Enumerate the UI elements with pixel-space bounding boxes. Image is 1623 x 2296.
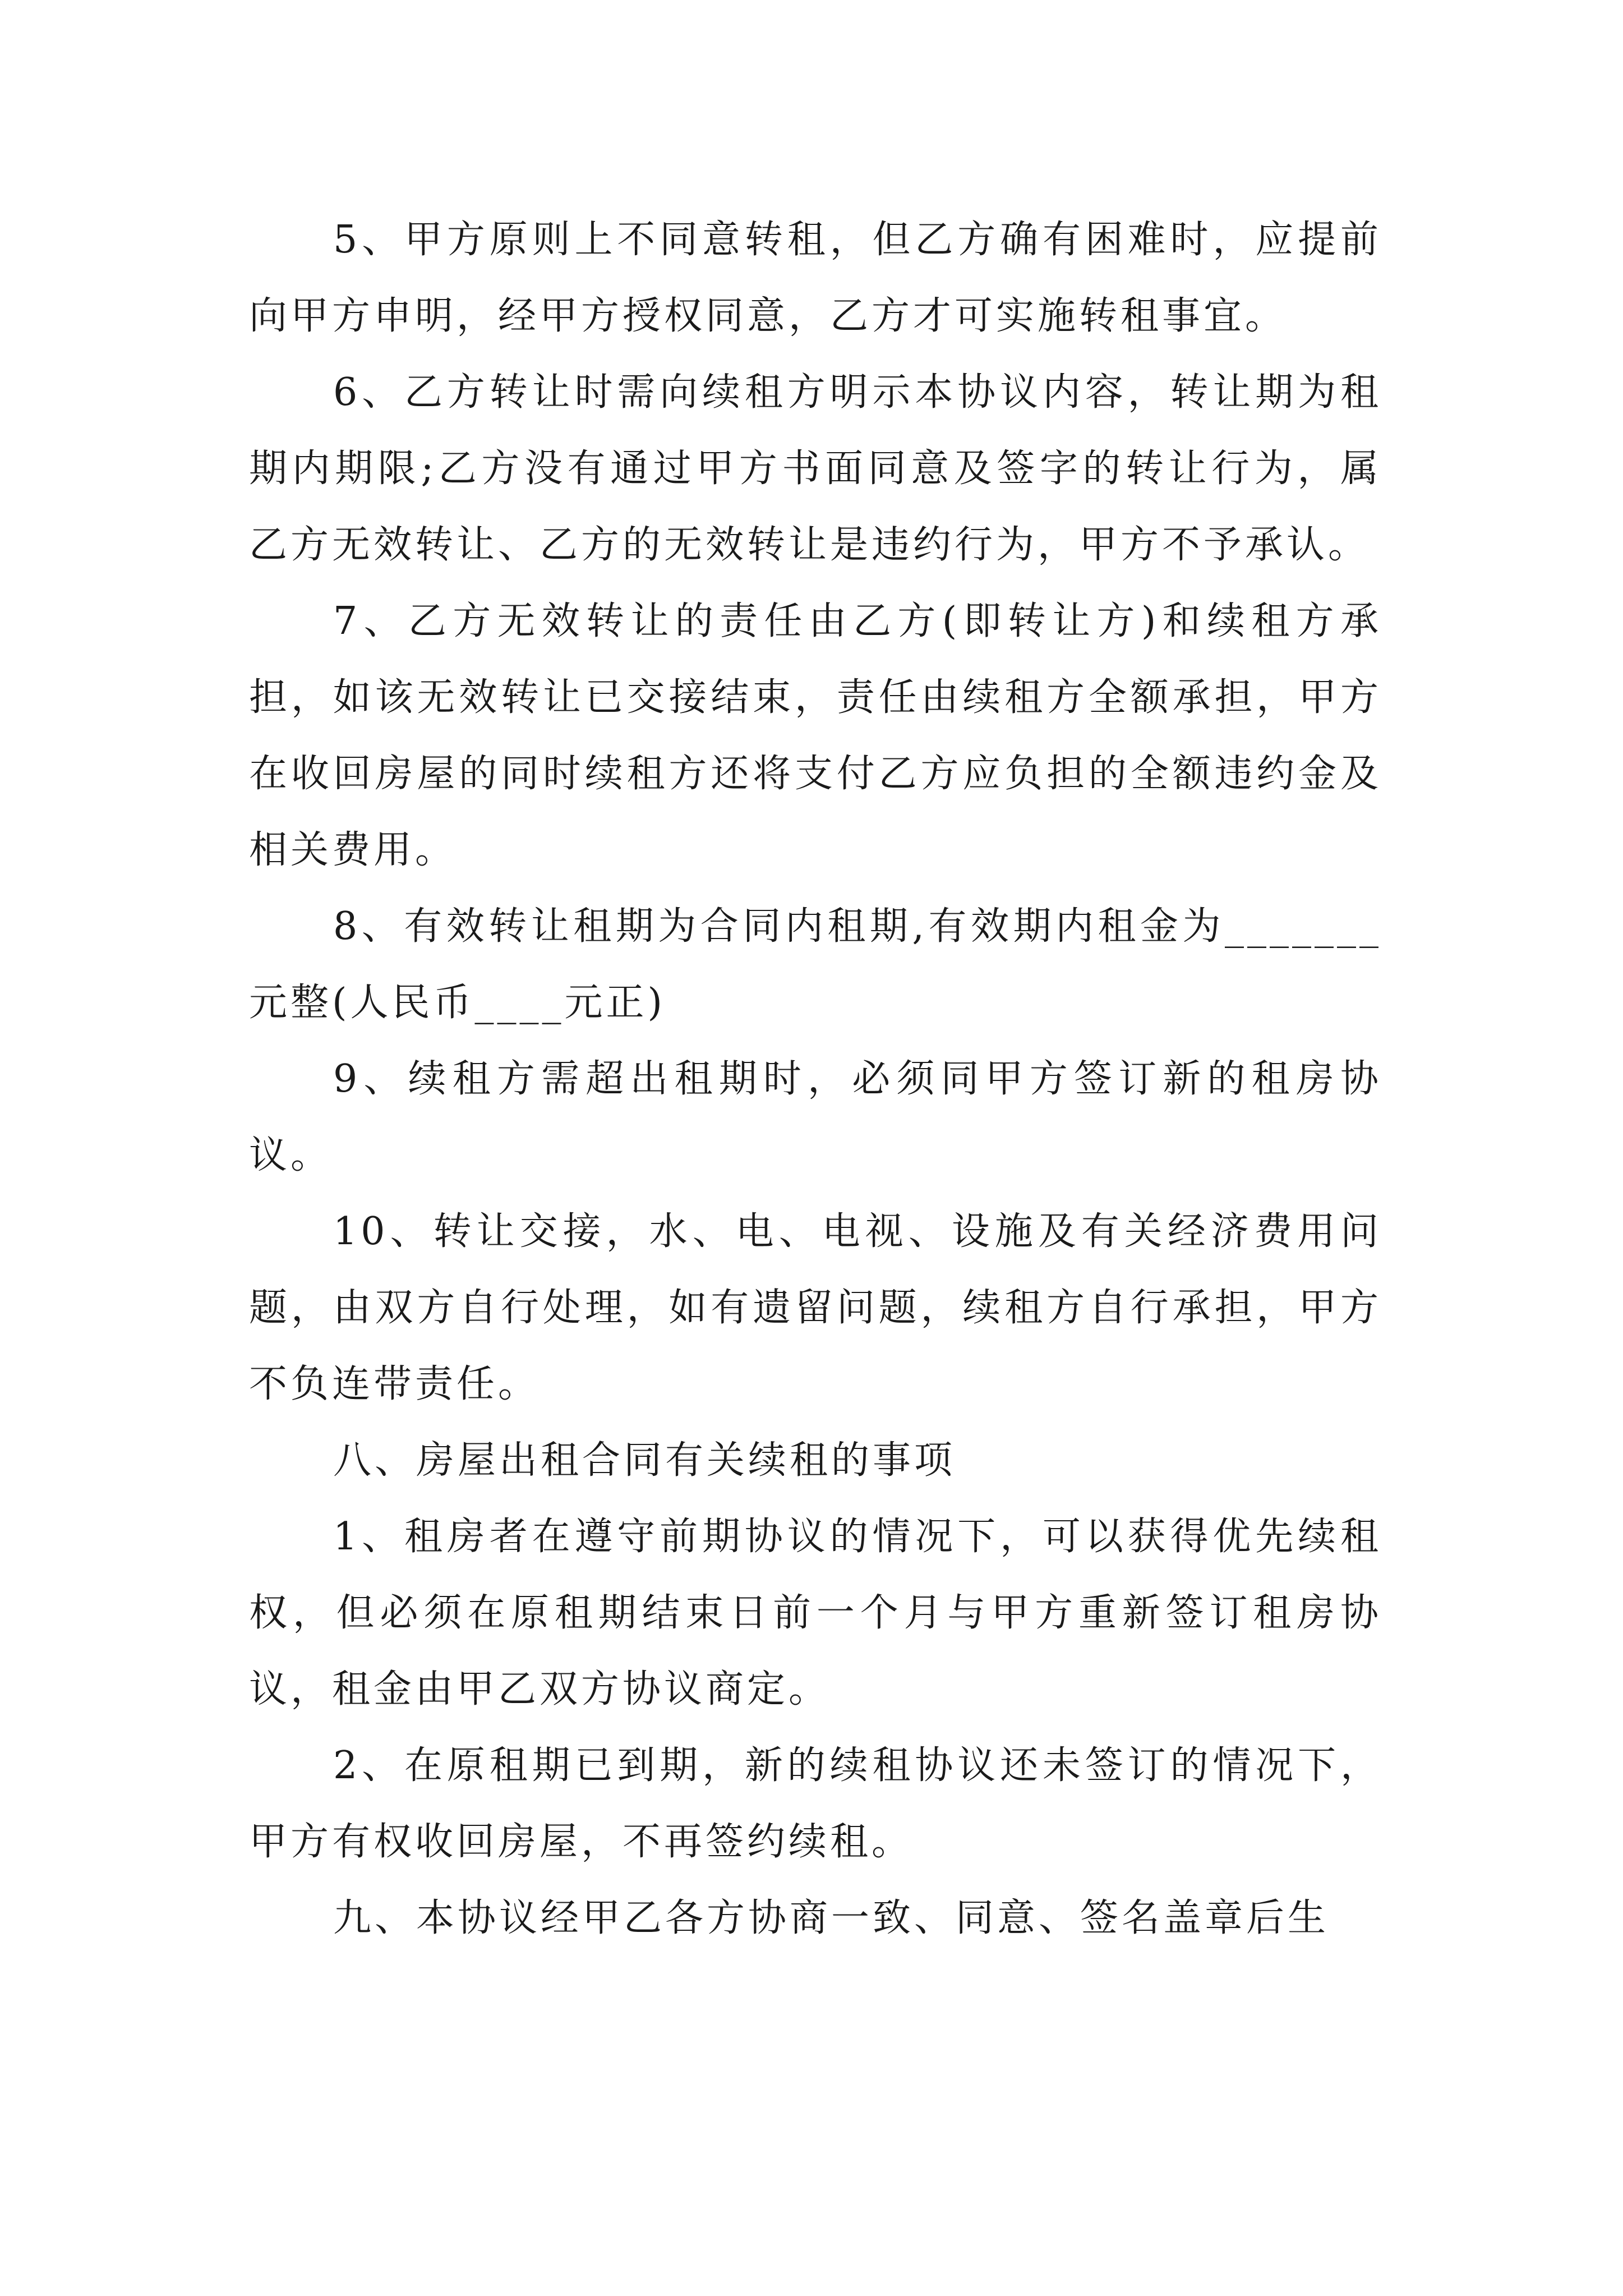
section-heading-9: 九、本协议经甲乙各方协商一致、同意、签名盖章后生 [333, 1896, 1330, 1940]
paragraph-clause-9: 9、续租方需超出租期时，必须同甲方签订新的租房协议。 [249, 1057, 1382, 1177]
paragraph-clause-10: 10、转让交接，水、电、电视、设施及有关经济费用问题，由双方自行处理，如有遗留问题，续租方自行承担，甲方不负连带责任。 [249, 1209, 1382, 1406]
paragraph-clause-5: 5、甲方原则上不同意转租，但乙方确有困难时，应提前向甲方申明，经甲方授权同意，乙方才可实施转租事宜。 [249, 218, 1382, 338]
document-body [249, 202, 1382, 1957]
paragraph-clause-6: 6、乙方转让时需向续租方明示本协议内容，转让期为租期内期限;乙方没有通过甲方书面同意及签字的转让行为，属乙方无效转让、乙方的无效转让是违约行为，甲方不予承认。 [249, 370, 1382, 567]
paragraph-clause-8: 8、有效转让租期为合同内租期,有效期内租金为_______元整(人民币____元正) [249, 904, 1382, 1025]
paragraph-renewal-1: 1、租房者在遵守前期协议的情况下，可以获得优先续租权，但必须在原租期结束日前一个月与甲方重新签订租房协议，租金由甲乙双方协议商定。 [249, 1515, 1382, 1711]
paragraph-renewal-2: 2、在原租期已到期，新的续租协议还未签订的情况下，甲方有权收回房屋，不再签约续租。 [249, 1743, 1382, 1864]
paragraph-clause-7: 7、乙方无效转让的责任由乙方(即转让方)和续租方承担，如该无效转让已交接结束，责任由续租方全额承担，甲方在收回房屋的同时续租方还将支付乙方应负担的全额违约金及相关费用。 [249, 599, 1382, 872]
section-heading-8: 八、房屋出租合同有关续租的事项 [333, 1438, 956, 1483]
